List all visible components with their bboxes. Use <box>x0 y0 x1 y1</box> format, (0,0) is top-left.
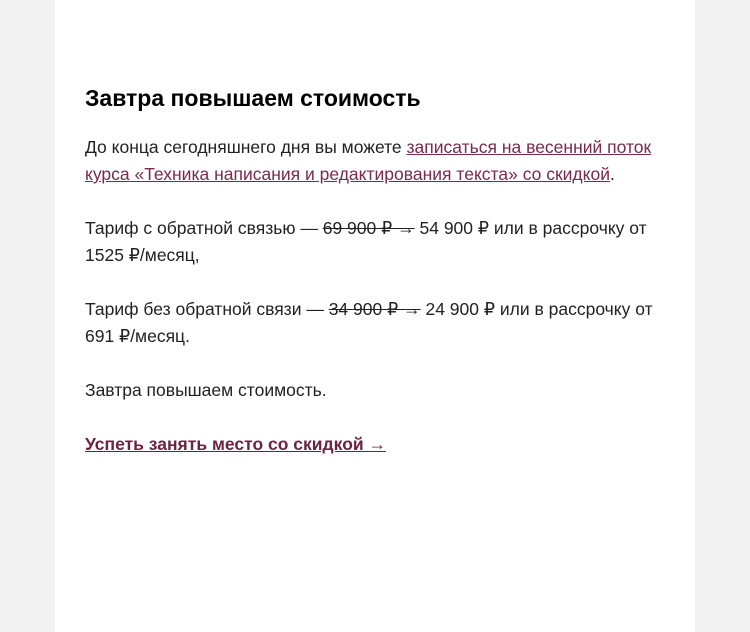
intro-paragraph <box>85 134 665 188</box>
tariff-feedback-paragraph <box>85 215 665 269</box>
tariff-no-feedback-label: Тариф без обратной связи — <box>85 299 329 319</box>
tariff-feedback-new-price: 54 900 ₽ или в рассрочку от 1525 ₽/месяц, <box>85 218 647 265</box>
cta-paragraph <box>85 431 665 458</box>
tariff-no-feedback-new-price: 24 900 ₽ или в рассрочку от 691 ₽/месяц. <box>85 299 653 346</box>
intro-text: До конца сегодняшнего дня вы можете <box>85 137 407 157</box>
tariff-feedback-label: Тариф с обратной связью — <box>85 218 323 238</box>
reminder-paragraph: Завтра повышаем стоимость. <box>85 380 327 400</box>
tariff-no-feedback-paragraph <box>85 296 665 350</box>
email-card <box>55 0 695 632</box>
intro-text-end: . <box>609 164 615 184</box>
enroll-link[interactable]: записаться на весенний поток курса «Техника написания и редактирования текста» со скидкой <box>85 137 652 184</box>
tariff-feedback-old-price: 69 900 ₽ → <box>322 218 415 238</box>
tariff-no-feedback-old-price: 34 900 ₽ → <box>328 299 421 319</box>
cta-link[interactable]: Успеть занять место со скидкой → <box>85 434 387 454</box>
email-content <box>85 80 665 458</box>
email-heading: Завтра повышаем стоимость <box>85 85 421 111</box>
